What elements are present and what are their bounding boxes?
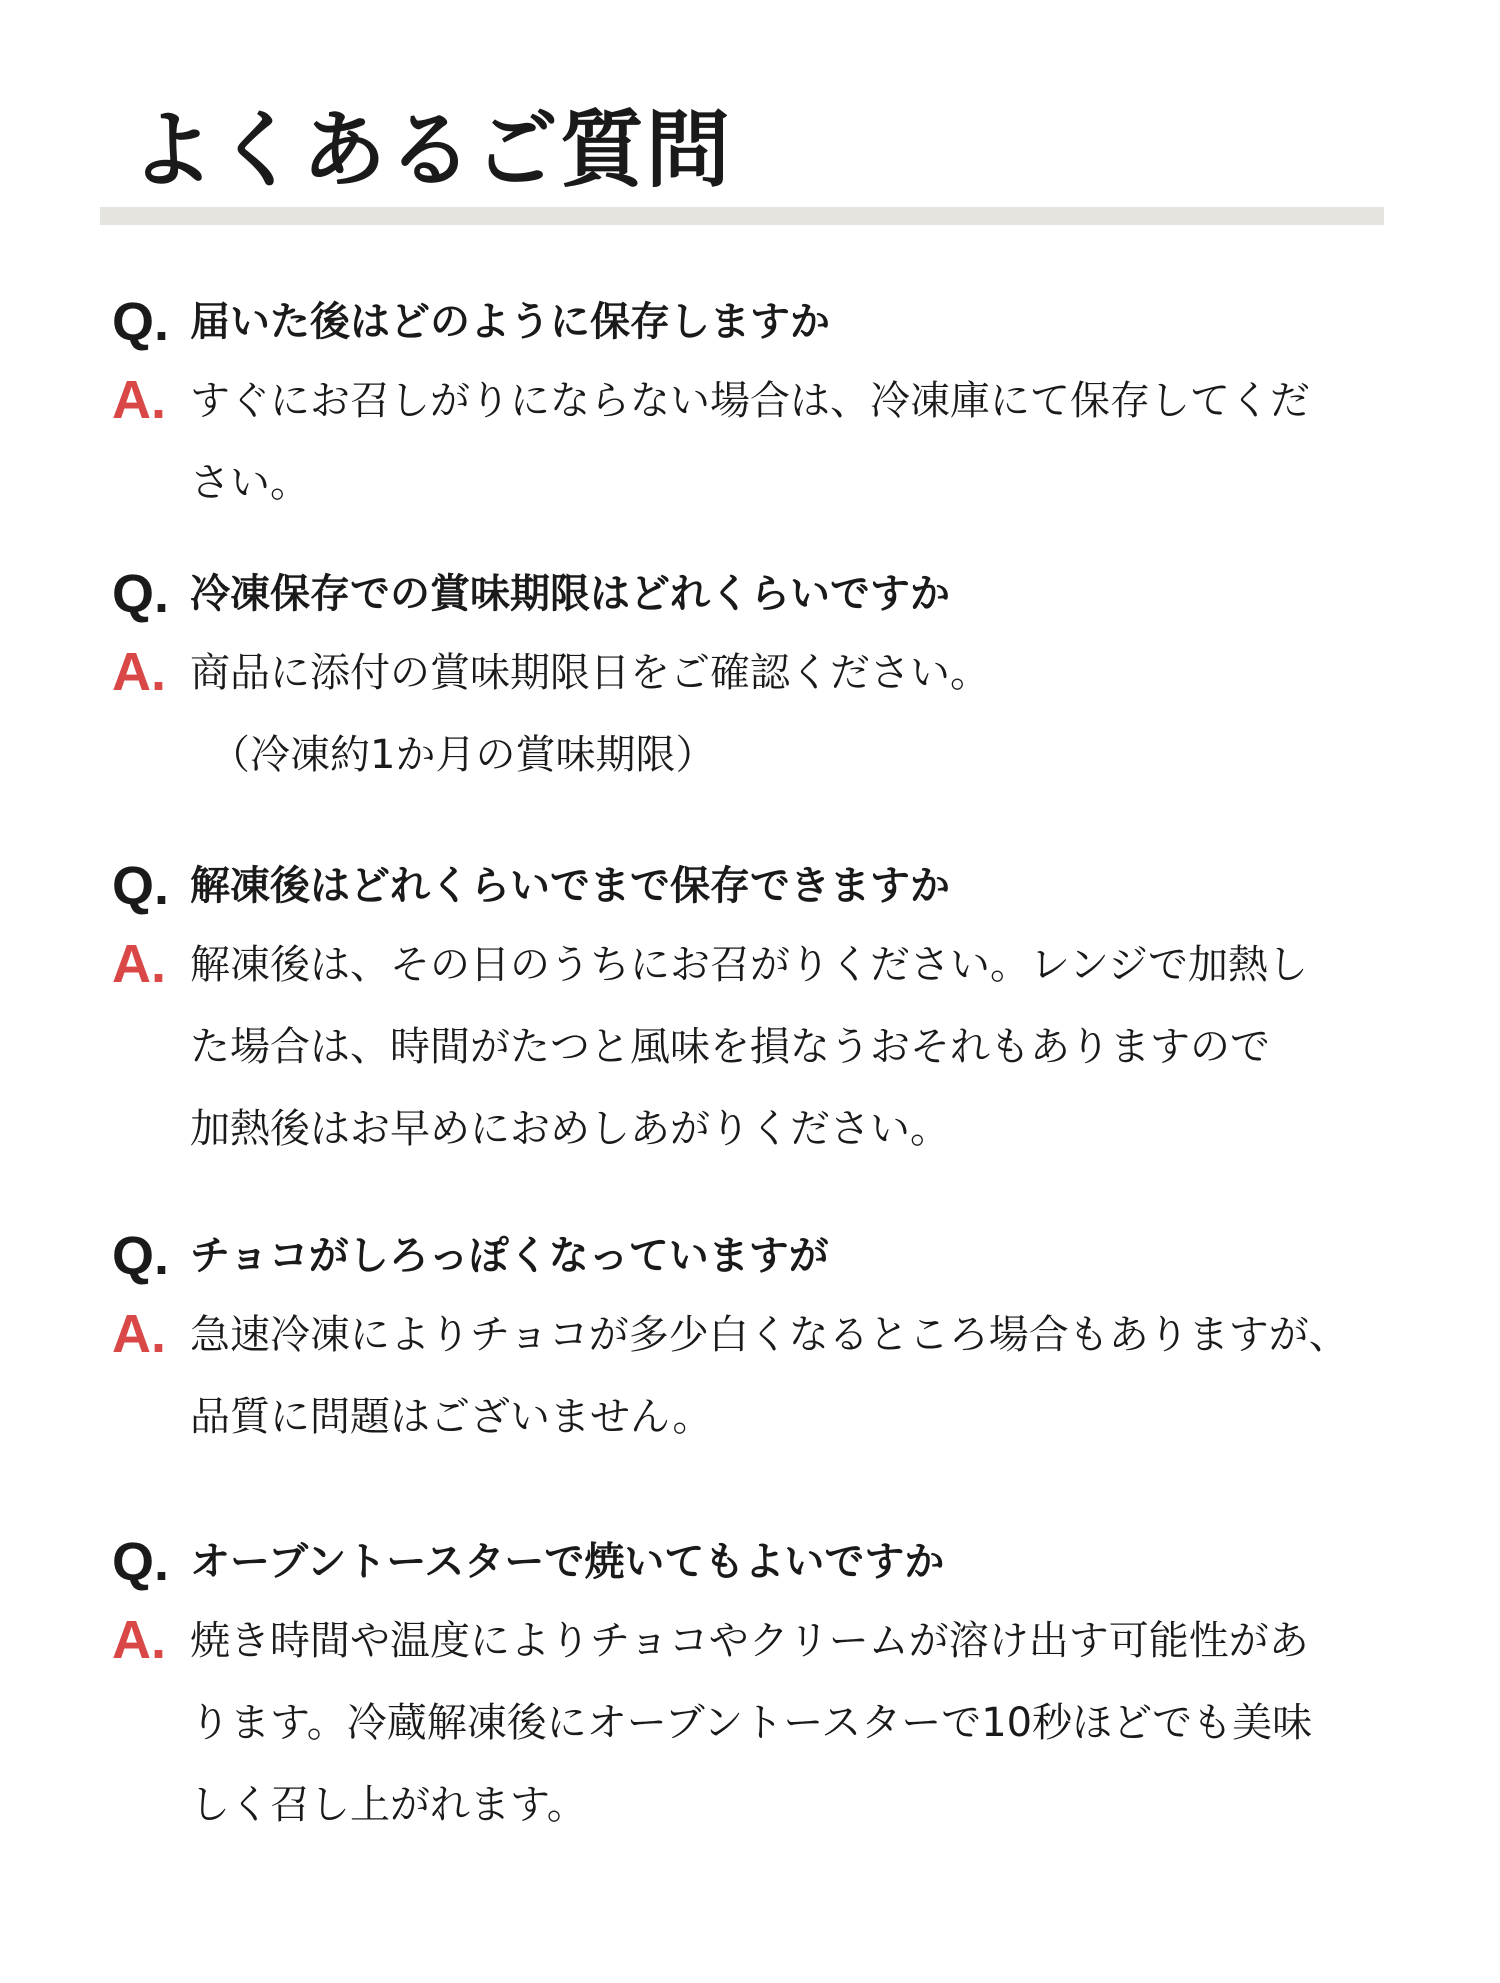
answer-marker: A. — [112, 370, 166, 430]
faq-question: 届いた後はどのように保存しますか — [190, 299, 830, 345]
faq-answer — [190, 924, 1420, 1170]
answer-marker: A. — [112, 934, 166, 994]
question-marker: Q. — [112, 856, 170, 916]
answer-line: 解凍後は、その日のうちにお召がりください。レンジで加熱し — [190, 942, 1308, 988]
answer-line: 商品に添付の賞味期限日をご確認ください。 — [190, 650, 990, 696]
page-title: よくあるご質問 — [130, 101, 733, 199]
answer-line: （冷凍約1か月の賞味期限） — [210, 732, 716, 778]
faq-answer — [190, 1600, 1420, 1846]
question-marker: Q. — [112, 292, 170, 352]
answer-line: すぐにお召しがりにならない場合は、冷凍庫にて保存してくだ — [190, 378, 1310, 424]
faq-answer — [190, 360, 1420, 524]
faq-question: チョコがしろっぽくなっていますが — [190, 1233, 829, 1279]
faq-answer — [190, 632, 1420, 796]
faq-question: オーブントースターで焼いてもよいですか — [190, 1539, 945, 1585]
faq-question: 冷凍保存での賞味期限はどれくらいですか — [190, 571, 950, 617]
answer-line: 加熱後はお早めにおめしあがりください。 — [190, 1106, 950, 1152]
answer-marker: A. — [112, 642, 166, 702]
question-marker: Q. — [112, 564, 170, 624]
answer-line: 急速冷凍によりチョコが多少白くなるところ場合もありますが、 — [190, 1312, 1349, 1358]
answer-line: さい。 — [190, 460, 310, 506]
answer-marker: A. — [112, 1304, 166, 1364]
answer-line: た場合は、時間がたつと風味を損なうおそれもありますので — [190, 1024, 1270, 1070]
question-marker: Q. — [112, 1532, 170, 1592]
answer-line: 品質に問題はございません。 — [190, 1394, 713, 1440]
answer-line: ります。冷蔵解凍後にオーブントースターで10秒ほどでも美味 — [190, 1700, 1313, 1746]
question-marker: Q. — [112, 1226, 170, 1286]
faq-question: 解凍後はどれくらいでまで保存できますか — [190, 863, 950, 909]
answer-line: 焼き時間や温度によりチョコやクリームが溶け出す可能性があ — [190, 1618, 1309, 1664]
answer-line: しく召し上がれます。 — [190, 1782, 587, 1828]
answer-marker: A. — [112, 1610, 166, 1670]
faq-answer — [190, 1294, 1420, 1458]
